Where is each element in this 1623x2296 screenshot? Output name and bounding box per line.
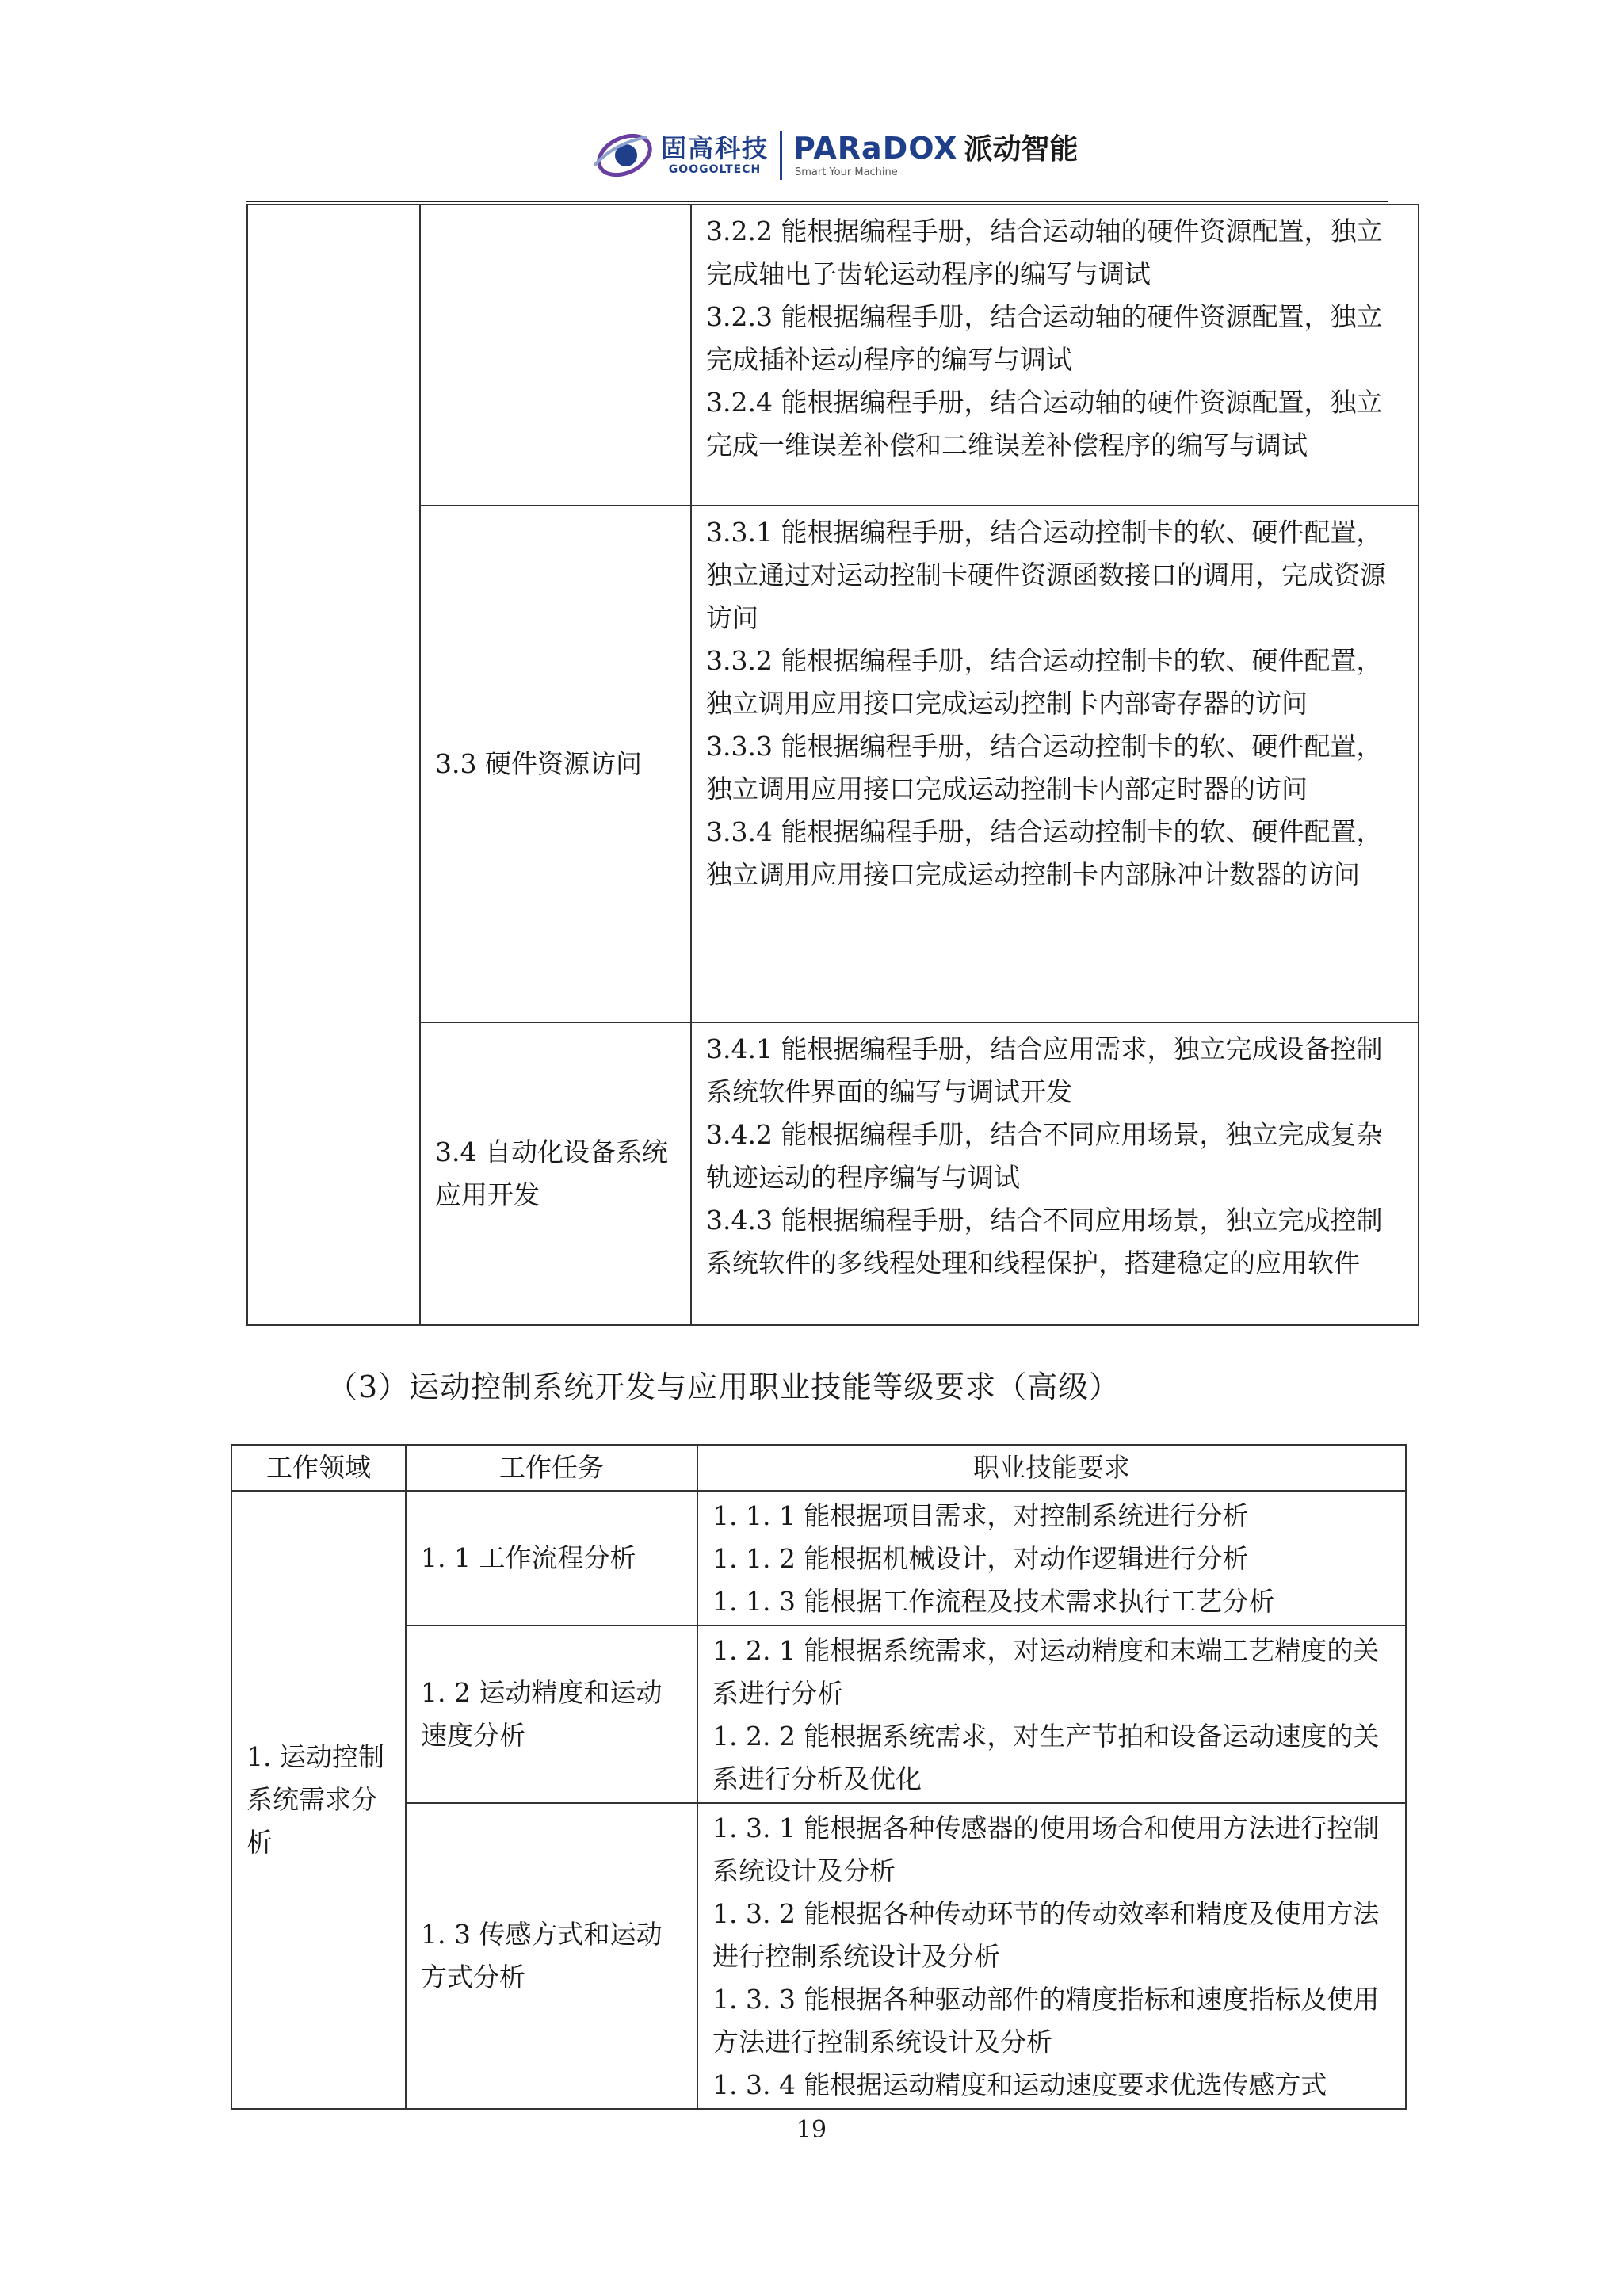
work-area-cell	[247, 204, 420, 1325]
paradox-brand	[793, 132, 1078, 179]
section-title: （3）运动控制系统开发与应用职业技能等级要求（高级）	[327, 1370, 1121, 1404]
advanced-skills-table	[231, 1444, 1407, 2110]
skill-requirement: 3.4.3 能根据编程手册，结合不同应用场景，独立完成控制系统软件的多线程处理和线程保护，搭建稳定的应用软件	[706, 1205, 1383, 1278]
header-logos	[590, 125, 1079, 185]
table-row	[247, 506, 1419, 1022]
skill-requirements-cell	[691, 1022, 1419, 1325]
table-row	[231, 1491, 1406, 1626]
googol-name-en: GOOGOLTECH	[668, 163, 762, 176]
page-number: 19	[796, 2116, 827, 2144]
work-task-cell: 1. 2 运动精度和运动速度分析	[406, 1626, 697, 1803]
skill-requirement: 3.2.3 能根据编程手册，结合运动轴的硬件资源配置，独立完成插补运动程序的编写与调试	[706, 301, 1383, 375]
skill-requirement: 3.4.2 能根据编程手册，结合不同应用场景，独立完成复杂轨迹运动的程序编写与调试	[706, 1119, 1383, 1193]
skill-requirement: 1. 3. 1 能根据各种传感器的使用场合和使用方法进行控制系统设计及分析	[712, 1813, 1380, 1886]
header-work-task: 工作任务	[406, 1445, 697, 1491]
skill-requirements-cell	[691, 506, 1419, 1022]
work-task-cell: 1. 1 工作流程分析	[406, 1491, 697, 1626]
googol-brand	[661, 134, 769, 177]
paradox-tagline: Smart Your Machine	[795, 166, 898, 178]
table-row	[247, 1022, 1419, 1325]
skill-requirements-cell	[697, 1803, 1406, 2109]
work-task-cell: 3.3 硬件资源访问	[420, 506, 691, 1022]
skill-requirement: 3.3.2 能根据编程手册，结合运动控制卡的软、硬件配置，独立调用应用接口完成运动控制卡内部寄存器的访问	[706, 645, 1383, 719]
skill-requirement: 1. 3. 4 能根据运动精度和运动速度要求优选传感方式	[712, 2069, 1327, 2100]
googol-logo-icon	[590, 128, 655, 183]
header-work-area: 工作领域	[231, 1445, 406, 1491]
logo-divider	[780, 131, 782, 180]
skill-requirement: 3.3.3 能根据编程手册，结合运动控制卡的软、硬件配置，独立调用应用接口完成运动控制卡内部定时器的访问	[706, 731, 1383, 804]
skill-requirements-cell	[697, 1491, 1406, 1626]
paradox-name-en: PARaDOX	[793, 131, 958, 166]
skill-requirement: 1. 1. 3 能根据工作流程及技术需求执行工艺分析	[712, 1586, 1275, 1617]
skill-requirement: 3.2.4 能根据编程手册，结合运动轴的硬件资源配置，独立完成一维误差补偿和二维误差补偿程序的编写与调试	[706, 387, 1383, 460]
header-skill-requirements: 职业技能要求	[697, 1445, 1406, 1491]
work-task-cell: 3.4 自动化设备系统应用开发	[420, 1022, 691, 1325]
table-row	[231, 1626, 1406, 1803]
googol-name-cn: 固高科技	[661, 133, 769, 163]
skill-requirement: 3.2.2 能根据编程手册，结合运动轴的硬件资源配置，独立完成轴电子齿轮运动程序的编写与调试	[706, 216, 1383, 289]
skill-requirement: 3.4.1 能根据编程手册，结合应用需求，独立完成设备控制系统软件界面的编写与调试开发	[706, 1033, 1383, 1107]
table-row	[231, 1803, 1406, 2109]
work-task-cell: 1. 3 传感方式和运动方式分析	[406, 1803, 697, 2109]
skill-requirement: 1. 1. 2 能根据机械设计，对动作逻辑进行分析	[712, 1543, 1249, 1574]
skill-requirement: 3.3.4 能根据编程手册，结合运动控制卡的软、硬件配置，独立调用应用接口完成运动控制卡内部脉冲计数器的访问	[706, 816, 1383, 890]
page-header	[0, 119, 1623, 190]
skill-requirement: 1. 1. 1 能根据项目需求，对控制系统进行分析	[712, 1500, 1249, 1531]
skill-requirement: 3.3.1 能根据编程手册，结合运动控制卡的软、硬件配置，独立通过对运动控制卡硬件资源函数接口的调用，完成资源访问	[706, 517, 1386, 633]
skills-table-continued	[246, 204, 1419, 1326]
skill-requirements-cell	[697, 1626, 1406, 1803]
skill-requirement: 1. 3. 3 能根据各种驱动部件的精度指标和速度指标及使用方法进行控制系统设计及分析	[712, 1984, 1380, 2057]
skill-requirement: 1. 2. 1 能根据系统需求，对运动精度和末端工艺精度的关系进行分析	[712, 1635, 1380, 1709]
paradox-name-cn: 派动智能	[964, 133, 1079, 166]
header-divider	[246, 201, 1388, 202]
skill-requirement: 1. 3. 2 能根据各种传动环节的传动效率和精度及使用方法进行控制系统设计及分析	[712, 1898, 1380, 1972]
table-row	[247, 204, 1419, 506]
skill-requirement: 1. 2. 2 能根据系统需求，对生产节拍和设备运动速度的关系进行分析及优化	[712, 1721, 1380, 1794]
table-header-row	[231, 1445, 1406, 1491]
work-task-cell	[420, 204, 691, 506]
work-area-cell: 1. 运动控制系统需求分析	[231, 1491, 406, 2109]
skill-requirements-cell	[691, 204, 1419, 506]
